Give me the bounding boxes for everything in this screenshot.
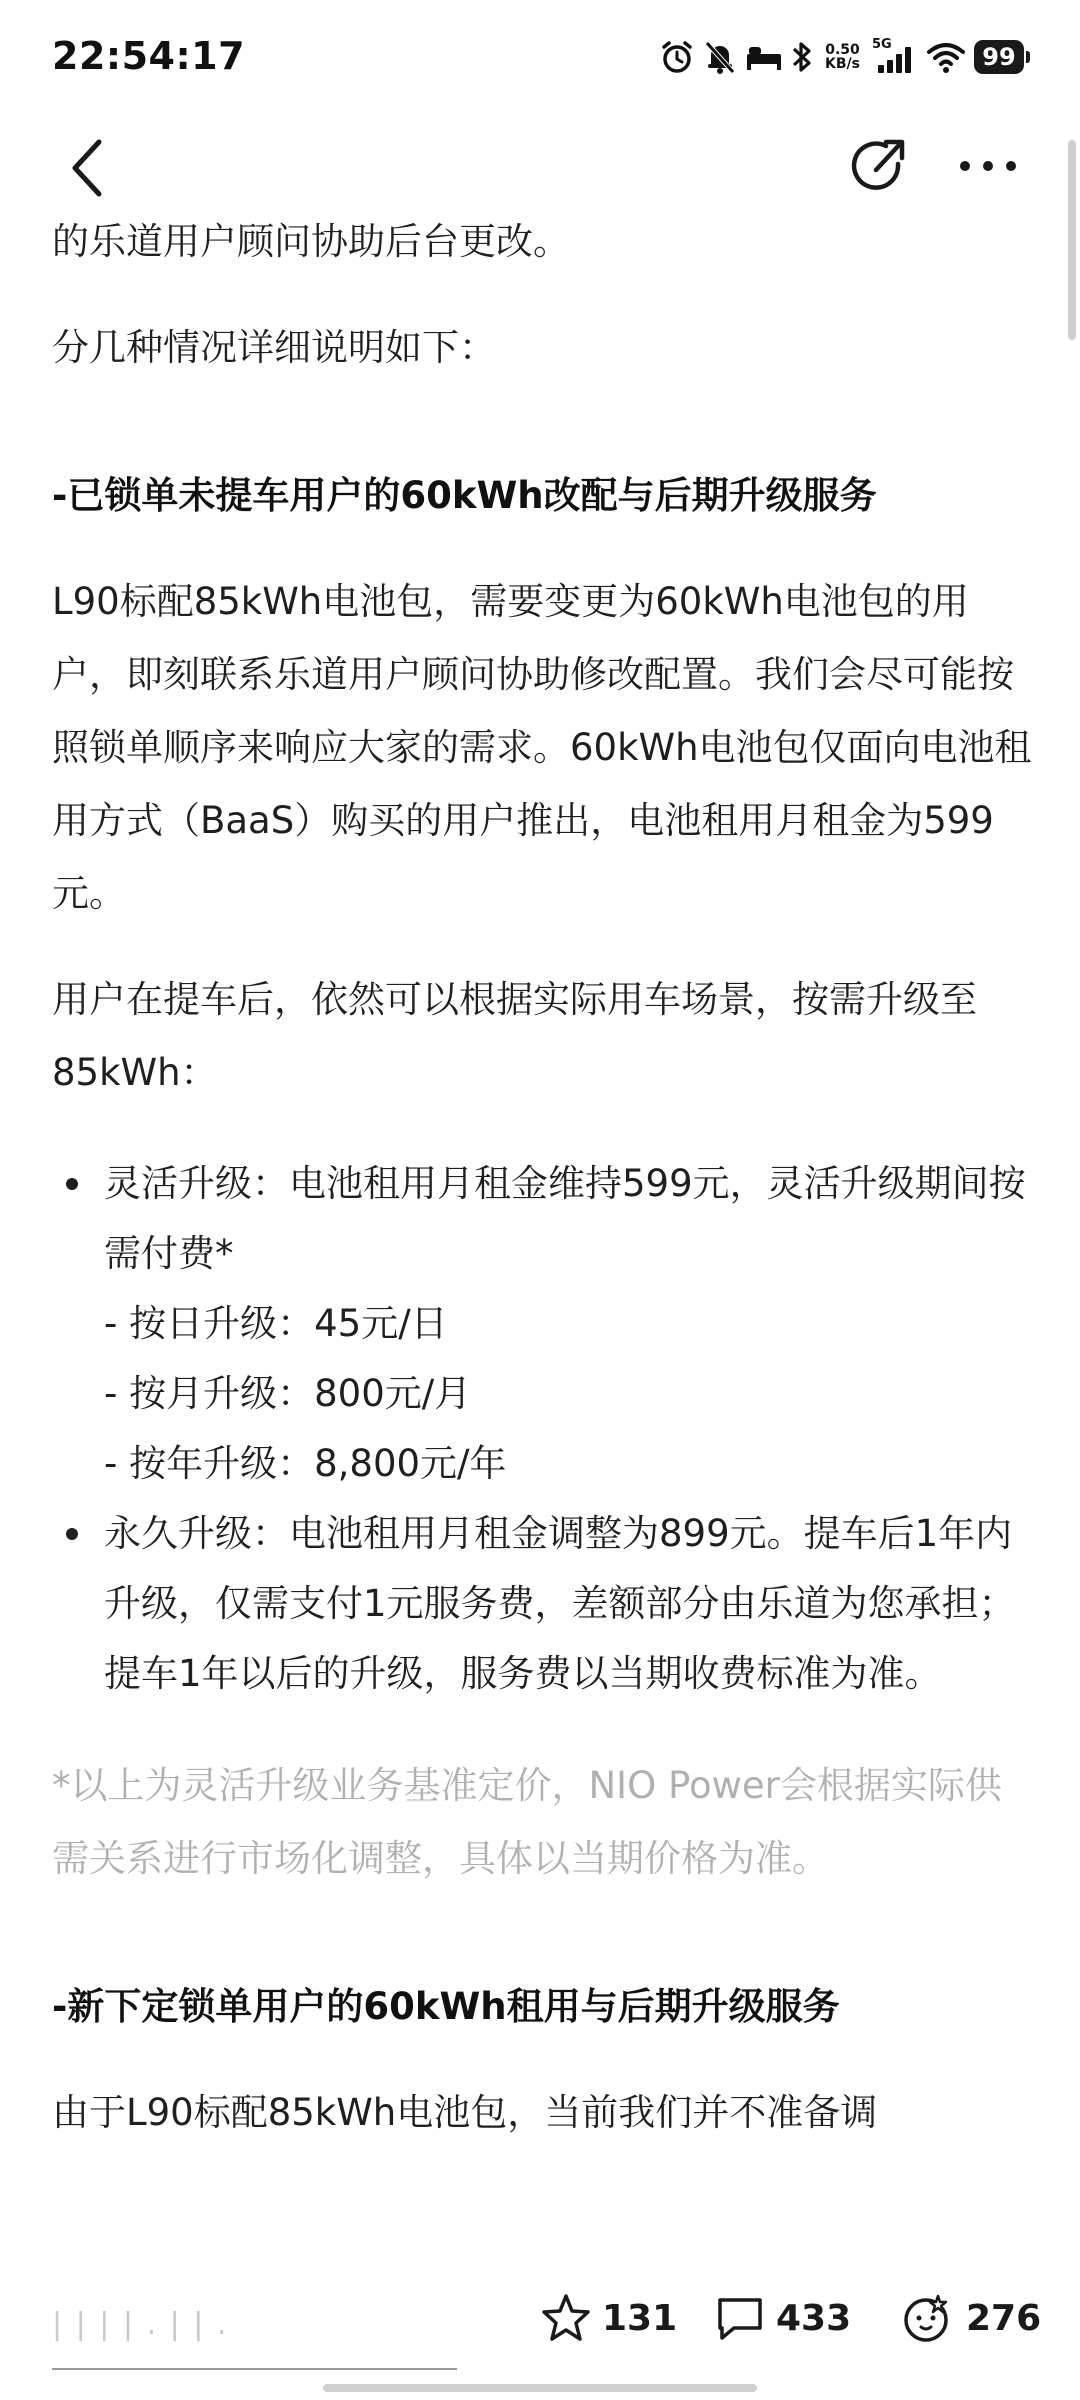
more-icon xyxy=(958,159,1018,173)
wifi-icon xyxy=(926,40,966,74)
bullet-sub-monthly: - 按月升级：800元/月 xyxy=(104,1372,472,1415)
bed-icon xyxy=(745,42,783,72)
reaction-button[interactable] xyxy=(900,2278,1041,2358)
comment-placeholder: | | | | . | | . xyxy=(52,2306,229,2342)
battery-icon xyxy=(974,40,1030,74)
section-heading-2: -新下定锁单用户的60kWh租用与后期升级服务 xyxy=(52,1985,840,2028)
reaction-count: 276 xyxy=(966,2297,1042,2339)
list-item xyxy=(52,1499,1032,1709)
like-count: 131 xyxy=(602,2297,678,2339)
section-heading-1: -已锁单未提车用户的60kWh改配与后期升级服务 xyxy=(52,474,877,517)
bullet-sub-yearly: - 按年升级：8,800元/年 xyxy=(104,1442,507,1485)
article-body xyxy=(52,205,1032,2149)
bullet-flexible-upgrade: 灵活升级：电池租用月租金维持599元，灵活升级期间按需付费* xyxy=(104,1162,1026,1275)
paragraph-body-1: L90标配85kWh电池包，需要变更为60kWh电池包的用户，即刻联系乐道用户顾问协助修改配置。我们会尽可能按照锁单顺序来响应大家的需求。60kWh电池包仅面向电池租用方式（BaaS）购买的用户推出，电池租用月租金为599元。 xyxy=(52,580,1032,915)
status-icons xyxy=(659,36,1030,78)
reaction-icon xyxy=(900,2290,956,2346)
battery-level: 99 xyxy=(974,40,1024,74)
paragraph-cases: 分几种情况详细说明如下： xyxy=(52,326,496,369)
alarm-icon xyxy=(659,39,695,75)
status-time: 22:54:17 xyxy=(52,34,246,78)
bullet-permanent-upgrade: 永久升级：电池租用月租金调整为899元。提车后1年内升级，仅需支付1元服务费，差额部分由乐道为您承担；提车1年以后的升级，服务费以当期收费标准为准。 xyxy=(104,1512,1016,1695)
paragraph-intro-tail: 的乐道用户顾问协助后台更改。 xyxy=(52,220,570,263)
comment-count: 433 xyxy=(776,2297,852,2339)
signal-icon xyxy=(872,39,918,75)
more-button[interactable] xyxy=(950,126,1026,206)
upgrade-options-list xyxy=(52,1149,1032,1709)
share-icon xyxy=(846,134,910,198)
pricing-note: *以上为灵活升级业务基准定价，NIO Power会根据实际供需关系进行市场化调整，具体以当期价格为准。 xyxy=(52,1764,1002,1880)
comment-input[interactable] xyxy=(52,2280,457,2370)
paragraph-body-2: 用户在提车后，依然可以根据实际用车场景，按需升级至85kWh： xyxy=(52,978,977,1094)
paragraph-body-3: 由于L90标配85kWh电池包，当前我们并不准备调 xyxy=(52,2091,878,2134)
chevron-left-icon xyxy=(67,138,107,198)
back-button[interactable] xyxy=(52,128,122,208)
home-indicator[interactable] xyxy=(323,2384,757,2392)
mute-bell-icon xyxy=(703,39,737,75)
share-button[interactable] xyxy=(840,126,916,206)
bullet-sub-daily: - 按日升级：45元/日 xyxy=(104,1302,448,1345)
net-speed-unit: KB/s xyxy=(825,56,860,72)
net-speed-value: 0.50 xyxy=(825,42,860,58)
scroll-indicator[interactable] xyxy=(1068,140,1076,340)
bottom-action-bar xyxy=(0,2270,1080,2400)
bluetooth-icon xyxy=(791,39,813,75)
signal-label: 5G xyxy=(872,37,892,52)
star-icon xyxy=(540,2292,592,2344)
list-item xyxy=(52,1149,1032,1499)
bottom-fade xyxy=(0,2180,1080,2280)
net-speed xyxy=(825,43,860,71)
status-bar xyxy=(0,0,1080,112)
comment-button[interactable] xyxy=(714,2278,851,2358)
comment-icon xyxy=(714,2292,766,2344)
like-button[interactable] xyxy=(540,2278,677,2358)
